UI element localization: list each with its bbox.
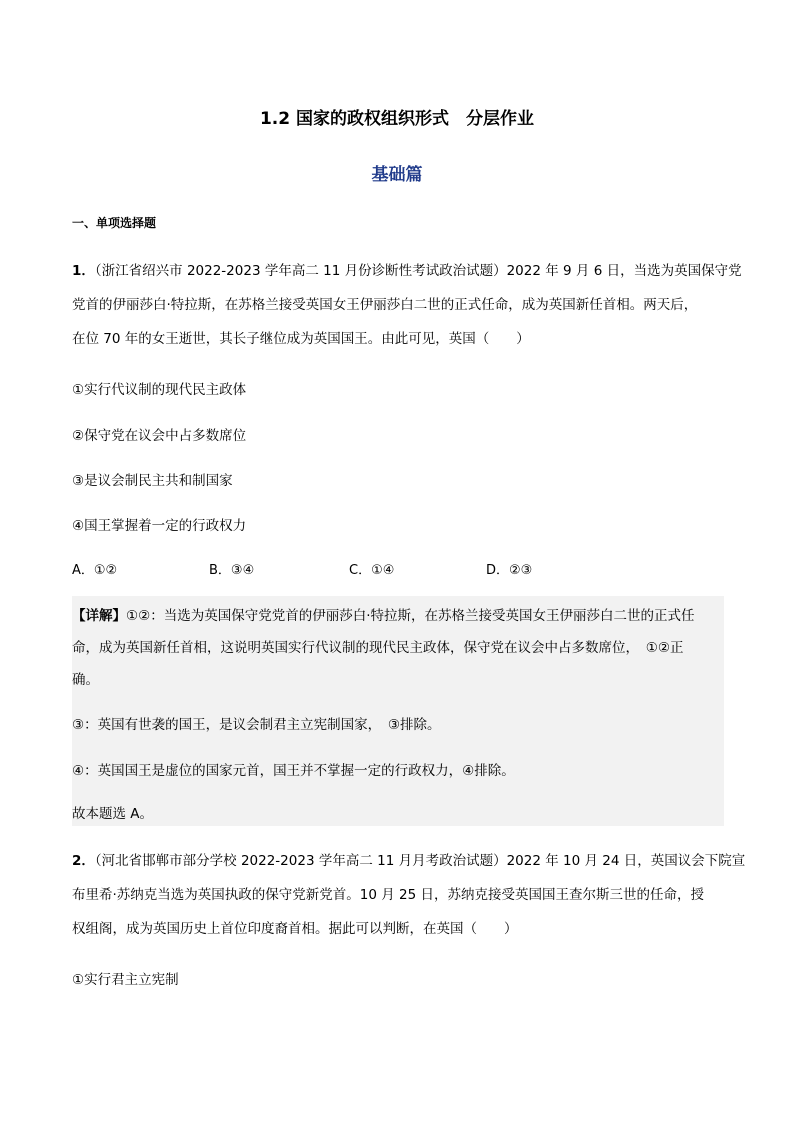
q1-item-3: ③是议会制民主共和制国家	[72, 473, 233, 489]
q1-option-d[interactable]: D．②③	[486, 563, 533, 578]
analysis-line-5: ④：英国国王是虚位的国家元首，国王并不掌握一定的行政权力，④排除。	[72, 763, 515, 779]
q2-number: 2．	[72, 853, 95, 869]
q2-stem-text: （河北省邯郸市部分学校 2022-2023 学年高二 11 月月考政治试题）2022 年 10 月 24 日，英国议会下院宣	[94, 853, 746, 869]
q2-item-1: ①实行君主立宪制	[72, 972, 179, 988]
q2-stem-line-1	[72, 849, 745, 869]
q1-option-a[interactable]: A．①②	[72, 563, 118, 578]
q1-option-b[interactable]: B．③④	[209, 563, 255, 578]
analysis-line-2: 命，成为英国新任首相，这说明英国实行代议制的现代民主政体，保守党在议会中占多数席位， ①②正	[72, 640, 684, 656]
q1-number: 1．	[72, 263, 95, 279]
q2-stem-line-3: 权组阁，成为英国历史上首位印度裔首相。据此可以判断，在英国（ ）	[72, 921, 518, 937]
q2-stem-line-2: 布里希·苏纳克当选为英国执政的保守党新党首。10 月 25 日，苏纳克接受英国国王查尔斯三世的任命，授	[72, 887, 705, 903]
q1-stem-line-2: 党首的伊丽莎白·特拉斯，在苏格兰接受英国女王伊丽莎白二世的正式任命，成为英国新任首相。两天后，	[72, 297, 698, 313]
answer-analysis-box	[72, 596, 724, 826]
q1-item-2: ②保守党在议会中占多数席位	[72, 428, 247, 444]
q1-item-4: ④国王掌握着一定的行政权力	[72, 518, 247, 534]
q1-option-c[interactable]: C．①④	[349, 563, 395, 578]
page-title: 1.2 国家的政权组织形式 分层作业	[259, 109, 535, 129]
q1-stem-line-1	[72, 259, 742, 279]
analysis-label: 【详解】	[72, 608, 126, 624]
q1-stem-text: （浙江省绍兴市 2022-2023 学年高二 11 月份诊断性考试政治试题）2022 年 9 月 6 日，当选为英国保守党	[94, 263, 742, 279]
q1-options	[72, 559, 732, 579]
analysis-line-4: ③：英国有世袭的国王，是议会制君主立宪制国家， ③排除。	[72, 717, 441, 733]
analysis-line-1: 【详解】①②：当选为英国保守党党首的伊丽莎白·特拉斯，在苏格兰接受英国女王伊丽莎白二世的正式任	[72, 608, 695, 624]
analysis-line-3: 确。	[72, 672, 99, 688]
analysis-answer: 故本题选 A。	[72, 806, 154, 822]
question-type-heading: 一、单项选择题	[72, 216, 157, 230]
q1-stem-line-3: 在位 70 年的女王逝世，其长子继位成为英国国王。由此可见，英国（ ）	[72, 331, 530, 347]
q1-item-1: ①实行代议制的现代民主政体	[72, 382, 247, 398]
section-subtitle: 基础篇	[371, 165, 423, 185]
